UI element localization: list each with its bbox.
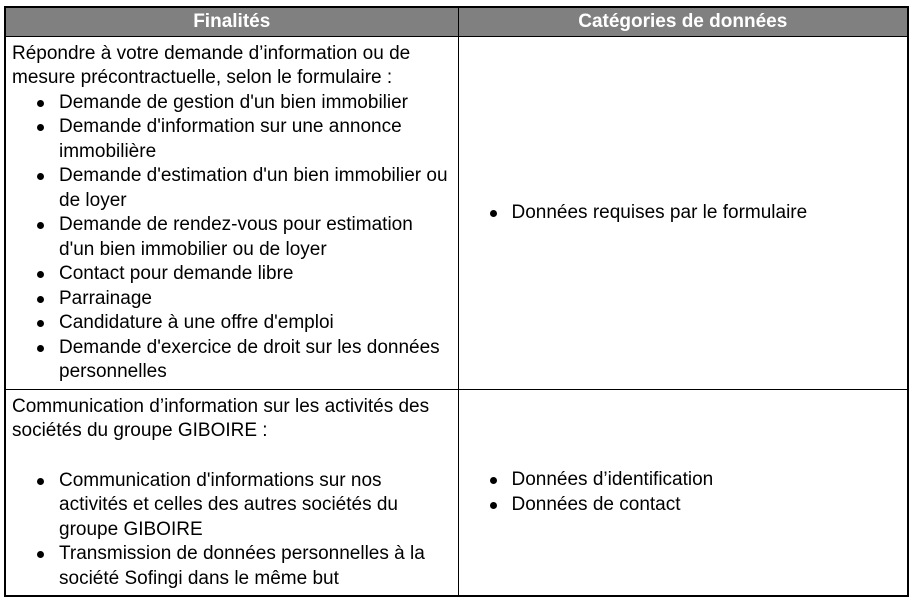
bullet-item: Données requises par le formulaire (465, 201, 900, 226)
categories-bullet-list-row2 (465, 468, 900, 517)
finalites-intro-row2: Communication d’information sur les activités des sociétés du groupe GIBOIRE : (12, 395, 430, 441)
categories-bullet-list-row1 (465, 201, 900, 226)
table-row-demande (5, 36, 908, 389)
bullet-item: Données d’identification (465, 468, 900, 493)
bullet-item: Demande de rendez-vous pour estimation d'un bien immobilier ou de loyer (12, 213, 450, 262)
bullet-item: Données de contact (465, 493, 900, 518)
finalites-intro-row1: Répondre à votre demande d’information ou de mesure précontractuelle, selon le formulaire : (12, 42, 411, 88)
categories-cell-row2 (458, 389, 908, 596)
bullet-item: Demande d'estimation d'un bien immobilier ou de loyer (12, 164, 450, 213)
bullet-item: Contact pour demande libre (12, 262, 450, 287)
column-header-categories: Catégories de données (458, 7, 908, 36)
finalites-cell-row2 (5, 389, 458, 596)
categories-cell-row1 (458, 36, 908, 389)
finalites-bullet-list-row1 (12, 91, 450, 385)
document-page (4, 6, 909, 597)
bullet-item: Parrainage (12, 287, 450, 312)
bullet-item: Demande d'exercice de droit sur les données personnelles (12, 336, 450, 385)
finalites-cell-row1 (5, 36, 458, 389)
bullet-item: Demande de gestion d'un bien immobilier (12, 91, 450, 116)
header-row (5, 7, 908, 36)
bullet-item: Transmission de données personnelles à la société Sofingi dans le même but (12, 542, 450, 591)
bullet-item: Communication d'informations sur nos activités et celles des autres sociétés du groupe GIBOIRE (12, 469, 450, 543)
column-header-finalites: Finalités (5, 7, 458, 36)
bullet-item: Candidature à une offre d'emploi (12, 311, 450, 336)
table-row-communication (5, 389, 908, 596)
finalites-bullet-list-row2 (12, 469, 450, 592)
bullet-item: Demande d'information sur une annonce immobilière (12, 115, 450, 164)
purposes-data-table (4, 6, 909, 597)
